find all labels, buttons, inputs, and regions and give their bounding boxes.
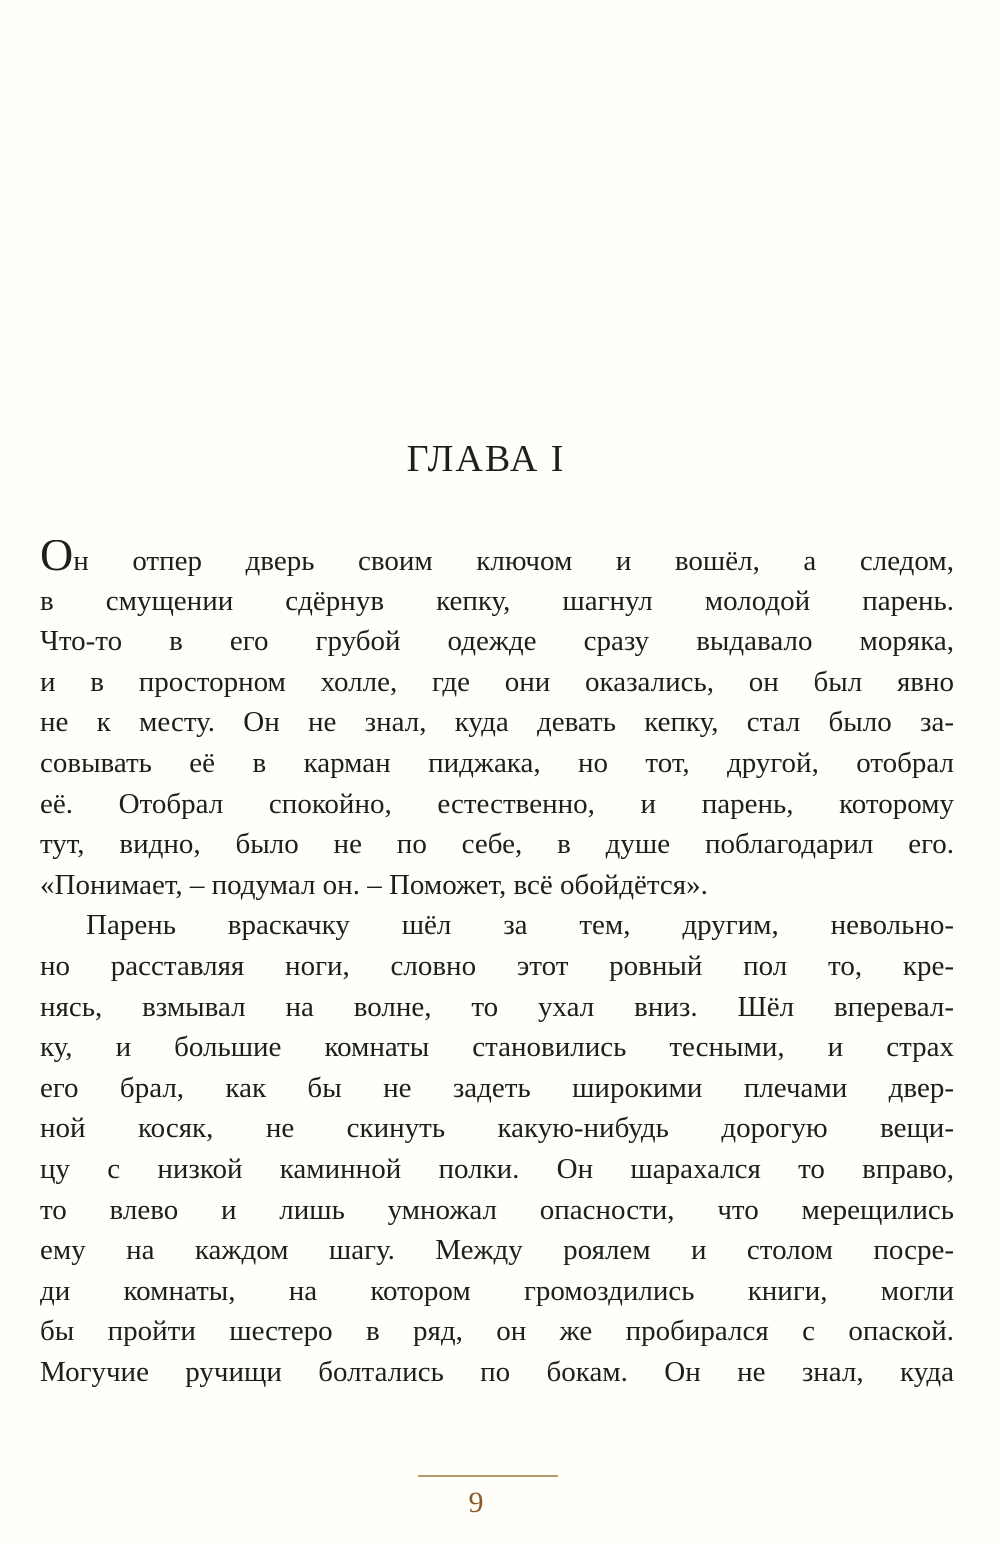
text-line: его брал, как бы не задеть широкими плечами двер- <box>40 1071 954 1104</box>
text-line: ку, и большие комнаты становились тесными, и страх <box>40 1031 954 1064</box>
body-text <box>40 540 954 1392</box>
text-line: Могучие ручищи болтались по бокам. Он не знал, куда <box>40 1355 954 1388</box>
text-line: то влево и лишь умножал опасности, что мерещились <box>40 1193 954 1226</box>
text-line: «Понимает, – подумал он. – Поможет, всё обойдётся». <box>40 868 708 901</box>
text-line: бы пройти шестеро в ряд, он же пробирался с опаской. <box>40 1315 954 1348</box>
drop-cap: О <box>40 540 74 580</box>
text-line: не к месту. Он не знал, куда девать кепку, стал было за- <box>40 706 954 739</box>
text-line: но расставляя ноги, словно этот ровный пол то, кре- <box>40 949 954 982</box>
page-number: 9 <box>468 1486 484 1519</box>
chapter-title: ГЛАВА I <box>406 438 566 480</box>
text-line: цу с низкой каминной полки. Он шарахался то вправо, <box>40 1152 954 1185</box>
text-line: тут, видно, было не по себе, в душе поблагодарил его. <box>40 828 954 861</box>
text-line: Что-то в его грубой одежде сразу выдавало моряка, <box>40 625 954 658</box>
text-line <box>40 540 954 581</box>
text-line: и в просторном холле, где они оказались, он был явно <box>40 665 954 698</box>
text-line: ему на каждом шагу. Между роялем и столом посре- <box>40 1234 954 1267</box>
text-line: совывать её в карман пиджака, но тот, другой, отобрал <box>40 746 954 779</box>
text-line: в смущении сдёрнув кепку, шагнул молодой парень. <box>40 584 954 617</box>
text-line-content: н отпер дверь своим ключом и вошёл, а следом, <box>73 545 954 577</box>
text-line: Парень враскачку шёл за тем, другим, невольно- <box>86 909 954 942</box>
text-line: нясь, взмывал на волне, то ухал вниз. Шёл вперевал- <box>40 990 954 1023</box>
text-line: ди комнаты, на котором громоздились книги, могли <box>40 1274 954 1307</box>
text-line: ной косяк, не скинуть какую-нибудь дорогую вещи- <box>40 1112 954 1145</box>
footer-divider <box>418 1475 558 1477</box>
text-line: её. Отобрал спокойно, естественно, и парень, которому <box>40 787 954 820</box>
